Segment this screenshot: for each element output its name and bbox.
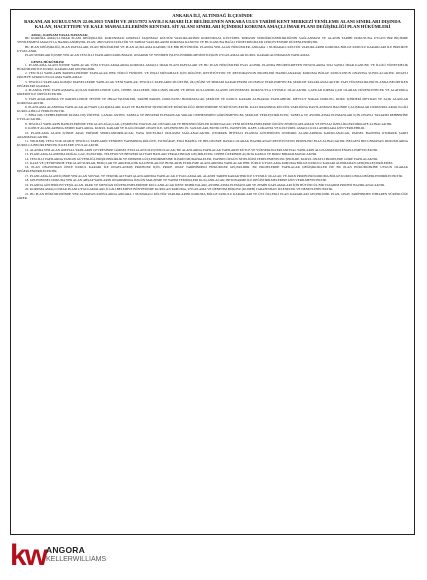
- paragraph: BU KORUMA AMAÇLI İMAR PLANI DEĞİŞİKLİĞİ, KORUNMASI GEREKLİ TAŞINMAZ KÜLTÜR VARLIKLARININ KORUNMASI, KÜLTÜREL MİRASIN SÜRDÜRÜLEBİLİRLİĞİNİN SAĞLANMASI VE ALANIN TARİHİ DOKUSUNA UYGUN BİR BİÇİMDE YENİLENMESİ AMACIYLA HAZIRLANMIŞTIR. PLAN, 2863 SAYILI KÜLTÜR VE TABİAT VARLIKLARINI KORUMA KANUNU VE BU KANUNA BAĞLI YÖNETMELİKLER ÇERÇEVESİNDE DÜZENLENMİŞTİR.: [17, 36, 408, 45]
- kw-logo: [10, 540, 130, 574]
- paragraph: 8. TESCİLLİ YAPILARIN BAHÇELERİNDE YER ALAN AĞAÇLAR, ÇEŞMELER, HAVUZLAR, DUVARLAR VE BENZERİ ÖĞELER KORUNACAK; YENİ DÜZENLEMELERDE ÖZGÜN ZEMİN KAPLAMASI VE PEYZAJ ÖZELLİKLERİ DİKKATE ALINACAKTIR.: [25, 121, 393, 126]
- paragraph: 7. BİNA DIŞ CEPHELERİNDE KLİMA DIŞ ÜNİTESİ, ÇANAK ANTEN, TABELA VE BENZERİ ELEMANLAR SOKAK CEPHESİNDEN GÖRÜNMEYECEK ŞEKİLDE YERLEŞTİRİLECEK; TABELA VE AYDINLATMA ELEMANLARI İÇİN ONAYLI TASARIM REHBERİNE UYULACAKTIR.: [17, 113, 408, 122]
- paragraph: 6. PLANLAMA ALANINDA YAPILACAK ALTYAPI ÇALIŞMALARI, KAZI VE HAFRİYAT İŞLERİ MÜZE MÜDÜRLÜĞÜ DENETİMİNDE YÜRÜTÜLECEKTİR. KAZI SIRASINDA KÜLTÜR VARLIĞINA RASTLANMASI HALİNDE ÇALIŞMALAR DURDURULARAK İLGİLİ KURULA BİLGİ VERİLECEKTİR.: [17, 105, 408, 114]
- section-heading: AMAÇ, KAPSAM YASAL DAYANAK:: [31, 32, 89, 37]
- paragraph: 19. PLANDA GÖSTERİLEN YEŞİL ALAN, PARK VE MEYDAN DÜZENLEMELERİNDE KULLANILACAK KENT MOBİLYALARI, AYDINLATMA ELEMANLARI VE ZEMİN KAPLAMALARI İÇİN BÜTÜNCÜL BİR TASARIM PROJESİ HAZIRLANACAKTIR.: [25, 182, 386, 187]
- paragraph: 18. GELENEKSEL DOKUDA YER ALAN AHŞAP YAPILARIN ONARIMINDA ÖZGÜN MALZEME VE YAPIM TEKNİKLERİ KULLANILACAK; BETONARME İLE DEĞİŞTİRİLMELERİNE İZİN VERİLMEYECEKTİR.: [25, 178, 327, 183]
- section-heading: GENEL HÜKÜMLER: [31, 59, 64, 64]
- document-body: [17, 33, 408, 201]
- paragraph: 10. PLANLAMA ALANI İÇİNDE ARAÇ ERİŞİMİ SINIRLANDIRILACAK; YAYA ÖNCELİKLİ DOLAŞIM SAĞLANACAKTIR. OTOPARK İHTİYACI PLANDA GÖSTERİLEN OTOPARK ALANLARINDA KARŞILANACAK, PARSEL BAZINDA OTOPARK ŞARTI ARANMAYACAKTIR.: [17, 130, 408, 139]
- document-title: [17, 13, 408, 30]
- paragraph: 14. TESCİLLİ YAPILARDA YANGIN GÜVENLİĞİ, ERİŞİLEBİLİRLİK VE DEPREM GÜÇLENDİRMESİNE İLİŞKİN MÜDAHALELER, YAPININ ÖZGÜN NİTELİĞİNİ ZEDELEMEYECEK ŞEKİLDE, KURUL ONAYLI PROJELERE GÖRE YAPILACAKTIR.: [25, 156, 379, 161]
- paragraph: 17. PLANLAMA ALANI İÇİNDE YER ALAN SOSYAL VE TEKNİK ALTYAPI ALANLARINDA YAPILACAK UYGULAMALAR, ALANIN TARİHİ KARAKTERİ İLE UYUMLU OLACAK VE AVAN PROJELERİ KORUMA BÖLGE KURULUNDA DEĞERLENDİRİLECEKTİR.: [25, 173, 403, 178]
- paragraph: 13. PLANLAMA ALANINDA DOĞAL GAZ, ELEKTRİK, TELEFON VE BENZERİ ALTYAPI HATLARI YERALTINDAN GEÇİRİLECEK; CEPHE ÜZERİNDE AÇIKTA KABLO VE BORU BIRAKILMAYACAKTIR.: [25, 152, 318, 157]
- paragraph: 12. ALANDA YER ALAN ANITSAL YAPILARIN ÇEVRESİNDE GÖRSEL ETKİ ALANI OLUŞTURULACAK; BU ALANLARDA YAPILACAK YAPILARIN KÜTLE VE YÜKSEKLİKLERİ ANITSAL YAPILARIN ALGILANMASINI ENGELLEMEYECEKTİR.: [25, 147, 378, 152]
- logo-mark: kw: [10, 539, 47, 572]
- paragraph: 1. PLANLAMA ALANI İÇİNDE YAPILACAK TÜM UYGULAMALARDA KORUMA AMAÇLI İMAR PLANI PAFTALARI VE BU PLAN HÜKÜMLERİ ESAS ALINIR. PLANDA BELİRTİLMEYEN HUSUSLARDA 3194 SAYILI İMAR KANUNU VE İLGİLİ YÖNETMELİK HÜKÜMLERİ İLE KURUL KARARLARI GEÇERLİDİR.: [17, 63, 408, 71]
- logo-name: ANGORA: [46, 545, 85, 555]
- paragraph: 2. TESCİLLİ YAPILARIN PARSELLERİNDE YAPILACAK HER TÜRLÜ FİZİKSEL VE İNŞAİ MÜDAHALE İÇİN RÖLÖVE, RESTİTÜSYON VE RESTORASYON PROJELERİ HAZIRLANARAK KORUMA BÖLGE KURULUNUN ONAYINA SUNULACAKTIR. ONAYLI PROJEYE AYKIRI UYGULAMA YAPILAMAZ.: [17, 71, 408, 80]
- paragraph: 9. KONUT ALANLARINDA ZEMİN KATLARDA, KURUL KARARI VE İLGİLİ İDARE ONAYI İLE, GELENEKSEL EL SANATLARI, BUTİK OTEL, PANSİYON, KAFE, LOKANTA VE KÜLTÜREL AMAÇLI KULLANIMLARA İZİN VERİLEBİLİR.: [25, 126, 366, 131]
- paragraph: 16. PLAN ONAYINDAN ÖNCE KURUL KARARI İLE ONAYLANMIŞ PROJELER İÇİN, PROJE ONAY TARİHİNDEKİ HÜKÜMLER GEÇERLİDİR. BU PROJELERDE YAPILACAK DEĞİŞİKLİKLER İSE BU PLAN HÜKÜMLERİNE UYGUN OLARAK DEĞERLENDİRİLECEKTİR.: [17, 165, 408, 174]
- paragraph: 21. BU PLAN HÜKÜMLERİNDE YER ALMAYAN KONULARDA ANKARA 1 NUMARALI KÜLTÜR VARLIKLARINI KORUMA BÖLGE KURULU KARARLARI VE ÜST ÖLÇEKLİ PLAN KARARLARI GEÇERLİDİR. PLAN, ONAY TARİHİNDEN İTİBAREN YÜRÜRLÜĞE GİRER.: [17, 191, 408, 200]
- paragraph: 4. PLANDA YENİ YAPILAŞMAYA AÇILAN PARSELLERDE ÇATI, CEPHE, MALZEME, DOLU-BOŞ ORANI VE RENK KULLANIMI ALANIN GELENEKSEL DOKUSUYLA UYUMLU OLACAKTIR. ÇATILAR KIRMA ÇATI OLARAK DÜZENLENECEK VE ALATURKA KİREMİT İLE ÖRTÜLECEKTİR.: [17, 88, 408, 97]
- paragraph: PLAN SINIRLARI İÇİNDE YER ALAN TESCİLLİ YAPILARIN KORUNMASI, ONARIMI VE YENİDEN İŞLEVLENDİRİLMESİNE İLİŞKİN UYGULAMALAR KURUL KARARI ALINMADAN YAPILAMAZ.: [25, 53, 311, 58]
- paragraph: 15. KALE VE ÇEVRESİNDE YER ALAN SURLAR, BURÇLAR VE ARKEOLOJİK KALINTILAR İLE BUNLARIN ETKİLEME ALANLARINDA YAPILACAK HER TÜRLÜ UYGULAMA KORUMA BÖLGE KURULU KARARI ALINMADAN GERÇEKLEŞTİRİLEMEZ.: [25, 160, 394, 165]
- paragraph: 11. YIKILMIŞ VEYA YOK OLMUŞ TESCİLLİ YAPILARIN YENİDEN YAPIMINDA RÖLÖVE, FOTOĞRAF, ESKİ HARİTA VE BELGELERE DAYALI OLARAK HAZIRLANAN RESTİTÜSYON PROJELERİ ESAS ALINACAKTIR. BELGESİ BULUNMAYAN DURUMLARDA KURULCA BELİRLENECEK İLKELERE UYULACAKTIR.: [17, 139, 408, 148]
- paragraph: 5. YAPI ADALARINDA VE PARSELLERDE TEVHİT VE İFRAZ İŞLEMLERİ, TARİHİ PARSEL DOKUSUNU BOZMAYACAK ŞEKİLDE VE KURUL KARARI ALINARAK YAPILABİLİR. MEVCUT SOKAK DOKUSU, DOKU İÇİNDEKİ MEYDAN VE AÇIK ALANLAR KORUNACAKTIR.: [17, 96, 408, 105]
- document-frame: [10, 9, 415, 535]
- logo-brand: KELLERWILLIAMS: [46, 556, 107, 563]
- title-line: BAKANLAR KURULUNUN 22.06.2015 TARİH VE 2015/7872 SAYILI KARARI İLE BELİRLENEN ANKARA ULUS TARİHİ KENT MERKEZİ YENİLEME ALANI SINIRLARI DIŞINDA KALAN, HACETTEPE VE KALE MAHALLELERİNİN KENTSEL SİT ALANI SINIRLARI İÇİNDEKİ KORUMA AMAÇLI İMAR PLANI DEĞİŞİKLİĞİ PLAN HÜKÜMLERİ: [24, 18, 401, 30]
- paragraph: 3. TESCİLLİ YAPILARA KOMŞU PARSELLERDE YAPILACAK YENİ YAPILAR, TESCİLLİ YAPILARIN SİLÜETİNİ, ÖLÇEĞİNİ VE MİMARİ KARAKTERİNİ OLUMSUZ ETKİLEMEYECEK ŞEKİLDE TASARLANACAKTIR. YAPI YÜKSEKLİKLERİ PLANDA BELİRTİLEN DEĞERLERİ AŞAMAZ.: [17, 79, 408, 88]
- title-line: ANKARA İLİ, ALTINDAĞ İLÇESİNDE: [172, 13, 253, 18]
- paragraph: 20. KORUMA AMAÇLI İMAR PLANI UYGULAMALARI, İLGİLİ BELEDİYE BÜNYESİNDE KURULAN KORUMA, UYGULAMA VE DENETİM BÜROSU (KUDEB) TARAFINDAN İZLENECEK VE DENETLENECEKTİR.: [25, 187, 333, 192]
- paragraph: BU PLAN DEĞİŞİKLİĞİ, PLAN PAFTALARI, PLAN HÜKÜMLERİ VE PLAN AÇIKLAMA RAPORU İLE BİR BÜTÜNDÜR. PLANDA YER ALAN HÜKÜMLER, ANKARA 1 NUMARALI KÜLTÜR VARLIKLARINI KORUMA BÖLGE KURULU KARARLARI İLE BİRLİKTE UYGULANIR.: [17, 44, 408, 53]
